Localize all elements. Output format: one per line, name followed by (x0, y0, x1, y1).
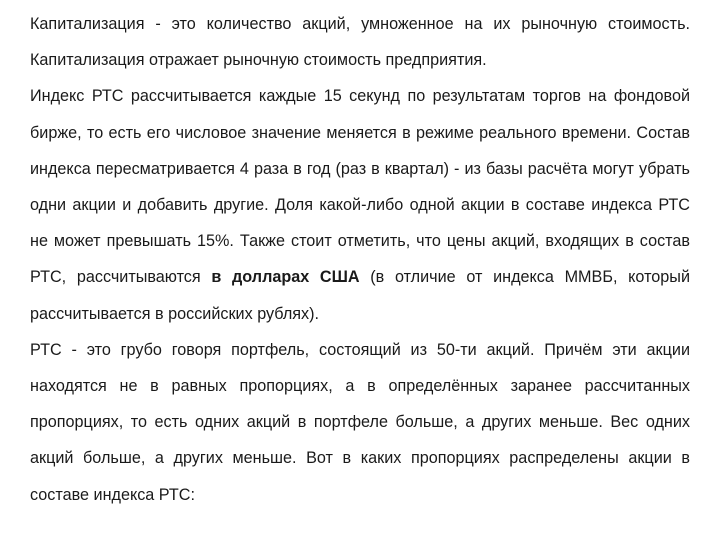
rts-text-after: (в отличие от индекса ММВБ, который рассчитывается в российских рублях). (30, 268, 690, 323)
term-capitalization: Капитализация (30, 15, 145, 33)
paragraph-rts-portfolio (30, 332, 690, 513)
paragraph-capitalization (30, 6, 690, 78)
definition-text: - это количество акций, умноженное на их рыночную стоимость. Капитализация отражает рыночную стоимость предприятия. (30, 15, 690, 70)
portfolio-text: РТС - это грубо говоря портфель, состоящий из 50-ти акций. Причём эти акции находятся не в равных пропорциях, а в определённых заранее рассчитанных пропорциях, то есть одних акций в портфеле больше, а других меньше. Вес одних акций больше, а других меньше. Вот в каких пропорциях распределены акции в составе индекса РТС: (30, 340, 690, 504)
emphasis-usd: в долларах США (211, 268, 360, 287)
rts-text-before: Индекс РТС рассчитывается каждые 15 секунд по результатам торгов на фондовой бирже, то есть его числовое значение меняется в режиме реального времени. Состав индекса пересматривается 4 раза в год (раз в квартал) - из базы расчёта могут убрать одни акции и добавить другие. Доля какой-либо одной акции в составе индекса РТС не может превышать 15%. Также стоит отметить, что цены акций, входящих в состав РТС, рассчитываются (30, 87, 690, 287)
paragraph-rts-index (30, 78, 690, 331)
